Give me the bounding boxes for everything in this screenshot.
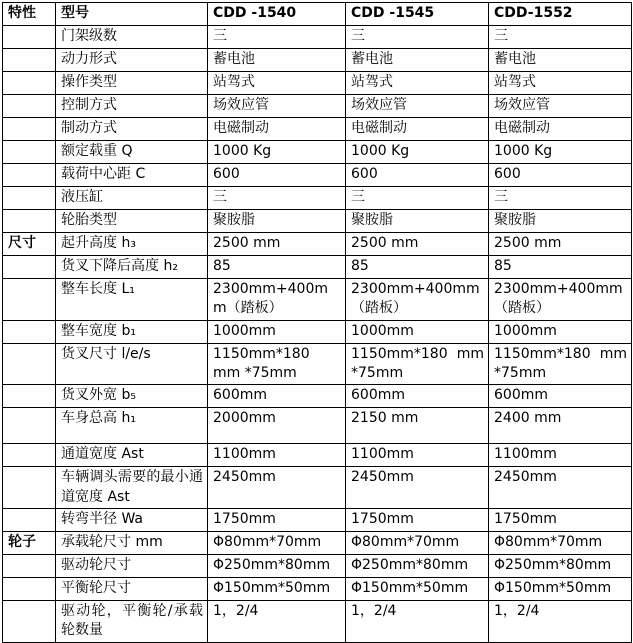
header-model-cdd-1552: CDD-1552 [489, 3, 632, 26]
table-row [3, 72, 632, 95]
spec-value-cell: Φ80mm*70mm [208, 531, 346, 554]
section-cell [3, 600, 56, 642]
spec-value-cell: 1000mm [208, 320, 346, 343]
spec-value-cell: 三 [489, 187, 632, 210]
spec-value-cell: 蓄电池 [489, 49, 632, 72]
spec-value-cell: 1000 Kg [489, 141, 632, 164]
spec-value-cell: 1000 Kg [208, 141, 346, 164]
spec-value-cell: 1750mm [346, 508, 489, 531]
spec-value-cell: 电磁制动 [346, 118, 489, 141]
spec-label-cell: 货叉外宽 b₅ [56, 385, 208, 408]
section-cell [3, 72, 56, 95]
section-cell [3, 256, 56, 279]
spec-label-cell: 通道宽度 Ast [56, 444, 208, 467]
spec-value-cell: 站驾式 [346, 72, 489, 95]
spec-value-cell: 2450mm [489, 467, 632, 509]
table-row [3, 26, 632, 49]
spec-value-cell: 1100mm [208, 444, 346, 467]
table-row [3, 49, 632, 72]
section-cell [3, 187, 56, 210]
section-cell [3, 554, 56, 577]
spec-value-cell: 聚胺脂 [208, 210, 346, 233]
table-row [3, 508, 632, 531]
spec-value-cell: 1000mm [346, 320, 489, 343]
spec-label-cell: 转弯半径 Wa [56, 508, 208, 531]
section-cell: 轮子 [3, 531, 56, 554]
spec-value-cell: Φ150mm*50mm [208, 577, 346, 600]
table-row [3, 141, 632, 164]
spec-value-cell: 场效应管 [489, 95, 632, 118]
spec-value-cell: 2400 mm [489, 408, 632, 444]
spec-value-cell: 85 [489, 256, 632, 279]
spec-value-cell: 1，2/4 [208, 600, 346, 642]
section-cell [3, 95, 56, 118]
table-row [3, 444, 632, 467]
spec-value-cell: 2150 mm [346, 408, 489, 444]
table-row [3, 95, 632, 118]
spec-value-cell: 1150mm*180 mm *75mm [208, 343, 346, 385]
spec-value-cell: 聚胺脂 [489, 210, 632, 233]
spec-label-cell: 车身总高 h₁ [56, 408, 208, 444]
spec-value-cell: 2300mm+400mm（踏板） [346, 279, 489, 321]
spec-label-cell: 液压缸 [56, 187, 208, 210]
spec-label-cell: 整车长度 L₁ [56, 279, 208, 321]
table-row [3, 320, 632, 343]
header-model-cdd-1540: CDD -1540 [208, 3, 346, 26]
spec-value-cell: Φ150mm*50mm [346, 577, 489, 600]
spec-label-cell: 平衡轮尺寸 [56, 577, 208, 600]
table-row [3, 577, 632, 600]
spec-label-cell: 起升高度 h₃ [56, 233, 208, 256]
spec-table [2, 2, 632, 643]
section-cell [3, 408, 56, 444]
spec-value-cell: 蓄电池 [346, 49, 489, 72]
section-cell [3, 164, 56, 187]
spec-value-cell: 站驾式 [208, 72, 346, 95]
spec-value-cell: 三 [208, 26, 346, 49]
spec-value-cell: 1100mm [346, 444, 489, 467]
spec-value-cell: 2450mm [208, 467, 346, 509]
spec-value-cell: 三 [489, 26, 632, 49]
table-row [3, 210, 632, 233]
spec-label-cell: 驱动轮，平衡轮/承载轮数量 [56, 600, 208, 642]
section-cell [3, 444, 56, 467]
section-cell [3, 577, 56, 600]
spec-value-cell: 三 [208, 187, 346, 210]
spec-value-cell: 2000mm [208, 408, 346, 444]
spec-value-cell: 1750mm [489, 508, 632, 531]
spec-value-cell: 三 [346, 187, 489, 210]
spec-value-cell: 85 [208, 256, 346, 279]
spec-value-cell: 1100mm [489, 444, 632, 467]
header-row [3, 3, 632, 26]
section-cell [3, 320, 56, 343]
spec-value-cell: 600mm [346, 385, 489, 408]
spec-value-cell: 2300mm+400mm（踏板） [489, 279, 632, 321]
spec-value-cell: Φ250mm*80mm [346, 554, 489, 577]
table-row [3, 233, 632, 256]
spec-value-cell: 600 [208, 164, 346, 187]
section-cell [3, 26, 56, 49]
spec-value-cell: 三 [346, 26, 489, 49]
spec-value-cell: 1750mm [208, 508, 346, 531]
table-row [3, 279, 632, 321]
spec-value-cell: 1，2/4 [489, 600, 632, 642]
spec-label-cell: 整车宽度 b₁ [56, 320, 208, 343]
spec-table-body [3, 26, 632, 643]
spec-value-cell: 场效应管 [208, 95, 346, 118]
section-cell [3, 141, 56, 164]
section-cell [3, 343, 56, 385]
header-model-cdd-1545: CDD -1545 [346, 3, 489, 26]
table-row [3, 408, 632, 444]
spec-label-cell: 车辆调头需要的最小通道宽度 Ast [56, 467, 208, 509]
section-cell [3, 279, 56, 321]
table-row [3, 554, 632, 577]
table-row [3, 164, 632, 187]
spec-label-cell: 货叉下降后高度 h₂ [56, 256, 208, 279]
spec-label-cell: 门架级数 [56, 26, 208, 49]
spec-value-cell: Φ80mm*70mm [346, 531, 489, 554]
spec-value-cell: 600 [489, 164, 632, 187]
spec-value-cell: 1000mm [489, 320, 632, 343]
spec-value-cell: Φ80mm*70mm [489, 531, 632, 554]
table-row [3, 343, 632, 385]
spec-label-cell: 操作类型 [56, 72, 208, 95]
spec-value-cell: 蓄电池 [208, 49, 346, 72]
spec-value-cell: 电磁制动 [208, 118, 346, 141]
table-row [3, 118, 632, 141]
section-cell: 尺寸 [3, 233, 56, 256]
spec-value-cell: 2500 mm [208, 233, 346, 256]
spec-value-cell: 1150mm*180 mm *75mm [489, 343, 632, 385]
spec-label-cell: 制动方式 [56, 118, 208, 141]
spec-value-cell: 85 [346, 256, 489, 279]
spec-value-cell: 聚胺脂 [346, 210, 489, 233]
spec-value-cell: 2500 mm [346, 233, 489, 256]
spec-value-cell: 2450mm [346, 467, 489, 509]
spec-value-cell: 600 [346, 164, 489, 187]
spec-label-cell: 额定载重 Q [56, 141, 208, 164]
spec-value-cell: Φ250mm*80mm [489, 554, 632, 577]
spec-label-cell: 载荷中心距 C [56, 164, 208, 187]
section-cell [3, 118, 56, 141]
header-feature-label: 特性 [3, 3, 56, 26]
section-cell [3, 385, 56, 408]
table-row [3, 467, 632, 509]
spec-value-cell: 1，2/4 [346, 600, 489, 642]
spec-label-cell: 承载轮尺寸 mm [56, 531, 208, 554]
spec-value-cell: Φ250mm*80mm [208, 554, 346, 577]
spec-label-cell: 货叉尺寸 l/e/s [56, 343, 208, 385]
spec-value-cell: Φ150mm*50mm [489, 577, 632, 600]
spec-value-cell: 站驾式 [489, 72, 632, 95]
spec-value-cell: 2300mm+400mm（踏板） [208, 279, 346, 321]
header-model-label: 型号 [56, 3, 208, 26]
section-cell [3, 49, 56, 72]
spec-label-cell: 轮胎类型 [56, 210, 208, 233]
spec-value-cell: 2500 mm [489, 233, 632, 256]
spec-value-cell: 电磁制动 [489, 118, 632, 141]
spec-value-cell: 场效应管 [346, 95, 489, 118]
spec-value-cell: 600mm [489, 385, 632, 408]
table-row [3, 256, 632, 279]
spec-value-cell: 600mm [208, 385, 346, 408]
table-row [3, 385, 632, 408]
section-cell [3, 210, 56, 233]
section-cell [3, 467, 56, 509]
spec-value-cell: 1150mm*180 mm *75mm [346, 343, 489, 385]
table-row [3, 531, 632, 554]
spec-label-cell: 驱动轮尺寸 [56, 554, 208, 577]
spec-value-cell: 1000 Kg [346, 141, 489, 164]
spec-label-cell: 控制方式 [56, 95, 208, 118]
table-row [3, 600, 632, 642]
section-cell [3, 508, 56, 531]
table-row [3, 187, 632, 210]
spec-label-cell: 动力形式 [56, 49, 208, 72]
